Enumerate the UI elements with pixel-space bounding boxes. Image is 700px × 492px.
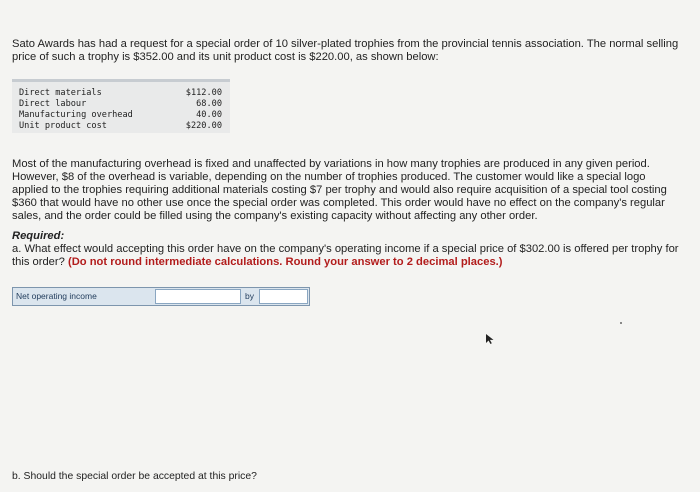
overhead-paragraph: Most of the manufacturing overhead is fixed and unaffected by variations in how many trophies are produced in any given period. However, $8 of the overhead is variable, depending on the number of trophies produced. The customer would like a special logo applied to the trophies requiring additional materials costing $7 per trophy and would also require acquisition of a special tool costing $360 that would have no other use once the special order was completed. This order would have no effect on the company's regular sales, and the order could be filled using the company's existing capacity without affecting any other order. [12, 158, 667, 222]
net-operating-income-label: Net operating income [16, 291, 97, 301]
intro-text: Sato Awards has had a request for a special order of 10 silver-plated trophies from the provincial tennis association. The normal selling price of such a trophy is $352.00 and its unit product cost is $220.00, as shown below: [12, 38, 679, 63]
cost-label: Unit product cost [19, 121, 107, 131]
cost-value: 40.00 [196, 110, 222, 120]
question-b: b. Should the special order be accepted at this price? [12, 471, 257, 482]
question-a-text: a. What effect would accepting this order have on the company's operating income if a special price of $302.00 is offered per trophy for this order? [12, 243, 679, 268]
cost-row-manufacturing-overhead [19, 110, 222, 121]
answer-row [12, 287, 310, 306]
required-heading: Required: [12, 230, 65, 242]
cost-value: 68.00 [196, 99, 222, 109]
direction-input[interactable] [259, 289, 308, 304]
cost-label: Direct materials [19, 88, 102, 98]
cost-label: Manufacturing overhead [19, 110, 133, 120]
stray-dot [620, 322, 622, 324]
question-a-instruction: (Do not round intermediate calculations. Round your answer to 2 decimal places.) [67, 256, 503, 268]
question-a [12, 243, 688, 269]
mouse-pointer-icon [486, 334, 494, 344]
cost-row-direct-labour [19, 99, 222, 110]
cost-value: $112.00 [185, 88, 222, 98]
cost-row-unit-product-cost [19, 121, 222, 132]
by-label: by [245, 291, 254, 301]
cost-table [12, 79, 230, 133]
cost-row-direct-materials [19, 88, 222, 99]
amount-input[interactable] [155, 289, 241, 304]
cost-label: Direct labour [19, 99, 87, 109]
cost-value: $220.00 [185, 121, 222, 131]
